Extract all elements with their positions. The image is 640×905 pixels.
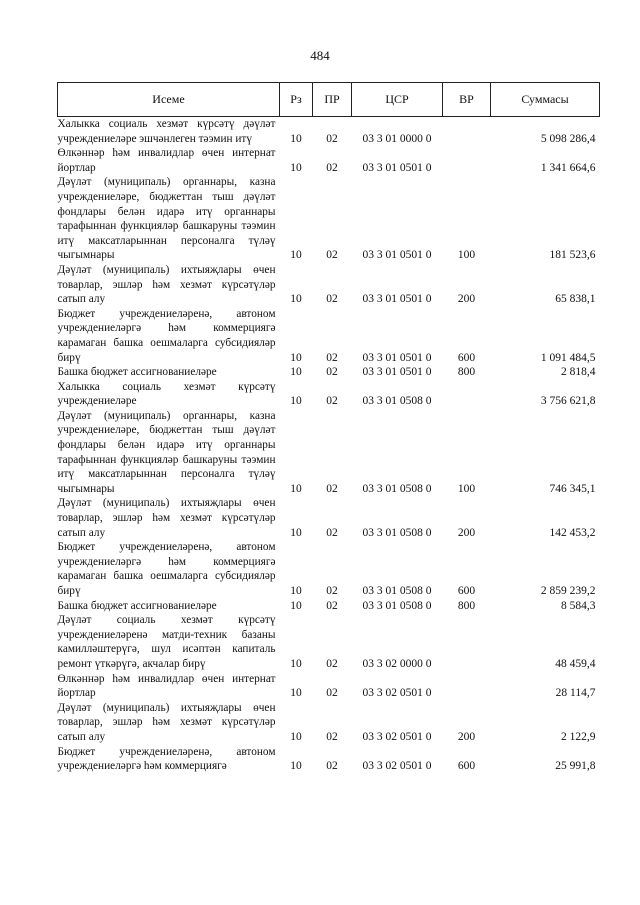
row-vr: 600 [457,585,476,597]
row-csr: 03 3 01 0501 0 [362,351,432,364]
row-vr: 800 [457,366,476,379]
row-name: Башка бюджет ассигнованиеләре [57,599,217,612]
row-rz: 10 [290,366,302,379]
row-csr: 03 3 01 0501 0 [362,366,432,379]
row-rz: 10 [290,293,302,306]
row-name: Бюджет учреждениеләренә, автоном учреждениеләргә һәм коммерциягә карамаган башка оешмаларга субсидияләр бирү [57,307,276,364]
table-header [58,83,600,117]
row-rz: 10 [290,687,302,700]
row-sum: 28 114,7 [555,687,596,700]
column-header-sum: Суммасы [491,83,600,117]
row-pr: 02 [326,526,338,539]
row-name: Дәүләт (муниципаль) органнары, казна учреждениеләре, бюджеттан тыш дәүләт фондлары белән идарә итү органнары тарафыннан функцияләр башкаруны тәэмин итү максатларыннан персоналга түләү чыгымнары [57,176,276,262]
row-rz: 10 [290,161,302,174]
table-body [58,117,600,774]
row-sum: 5 098 286,4 [540,132,596,145]
row-name: Дәүләт социаль хезмәт күрсәтү учреждениеләренә матди-техник базаны камилләштерүгә, шул исәптән капиталь ремонт үткәрүгә, акчалар бирү [57,614,276,670]
table-row [58,613,600,671]
row-rz: 10 [290,395,302,408]
row-vr [443,613,491,671]
row-vr [443,380,491,409]
row-sum: 8 584,3 [561,599,596,612]
table-row [58,701,600,745]
row-csr: 03 3 02 0501 0 [362,730,432,743]
row-rz: 10 [290,249,302,262]
row-csr: 03 3 01 0508 0 [362,585,432,597]
row-rz: 10 [290,526,302,539]
row-vr [443,146,491,175]
column-header-pr: ПР [313,83,352,117]
row-name: Халыкка социаль хезмәт күрсәтү дәүләт учреждениеләре эшчәнлеген тәэмин итү [57,118,276,145]
row-name: Дәүләт (муниципаль) органнары, казна учреждениеләре, бюджеттан тыш дәүләт фондлары белән идарә итү органнары тарафыннан функцияләр башкаруны тәэмин итү максатларыннан персоналга түләү чыгымнары [57,409,276,495]
row-rz: 10 [290,730,302,743]
budget-table [57,82,600,774]
row-csr: 03 3 01 0508 0 [362,599,432,612]
row-name: Дәүләт (муниципаль) ихтыяҗлары өчен товарлар, эшләр һәм хезмәт күрсәтүләр сатып алу [57,263,276,306]
row-name: Халыкка социаль хезмәт күрсәтү учреждениеләре [57,380,276,408]
page-number: 484 [310,48,330,63]
row-sum: 181 523,6 [549,249,596,262]
row-sum: 2 122,9 [561,730,596,743]
table-row [58,263,600,307]
row-vr: 800 [457,599,476,612]
table-row [58,365,600,380]
table-row [58,672,600,701]
table-row [58,307,600,365]
row-csr: 03 3 01 0508 0 [362,482,432,495]
row-rz: 10 [290,760,302,773]
row-pr: 02 [326,585,338,597]
row-sum: 2 818,4 [561,366,596,379]
row-name: Өлкәннәр һәм инвалидлар өчен интернат йортлар [57,147,276,174]
row-sum: 25 991,8 [555,760,596,773]
table-row [58,540,600,598]
row-vr: 100 [457,482,476,495]
row-vr: 200 [457,526,476,539]
table-row [58,146,600,175]
column-header-csr: ЦСР [352,83,443,117]
row-csr: 03 3 02 0501 0 [362,687,432,700]
row-rz: 10 [290,599,302,612]
row-pr: 02 [326,351,338,364]
row-vr: 200 [457,293,476,306]
row-csr: 03 3 01 0501 0 [362,293,432,306]
row-rz: 10 [290,132,302,145]
table-row [58,745,600,774]
table-row [58,409,600,497]
row-rz: 10 [290,351,302,364]
row-sum: 1 091 484,5 [540,351,596,364]
row-pr: 02 [326,657,338,670]
row-sum: 1 341 664,6 [540,161,596,174]
row-name: Дәүләт (муниципаль) ихтыяҗлары өчен товарлар, эшләр һәм хезмәт күрсәтүләр сатып алу [57,497,276,539]
row-rz: 10 [290,657,302,670]
table-row [58,117,600,147]
row-csr: 03 3 01 0508 0 [362,526,432,539]
row-csr: 03 3 01 0501 0 [362,161,432,174]
row-name: Бюджет учреждениеләренә, автоном учреждениеләргә һәм коммерциягә [57,745,276,773]
row-pr: 02 [326,599,338,612]
row-pr: 02 [326,730,338,743]
row-sum: 65 838,1 [555,293,596,306]
row-pr: 02 [326,366,338,379]
row-vr: 600 [457,760,476,773]
table-row [58,175,600,263]
row-sum: 2 859 239,2 [540,585,596,597]
column-header-vr: ВР [443,83,491,117]
column-header-rz: Рз [280,83,313,117]
table-row [58,599,600,614]
row-rz: 10 [290,585,302,597]
table-row [58,380,600,409]
row-vr [443,672,491,701]
row-csr: 03 3 02 0000 0 [362,657,432,670]
row-pr: 02 [326,395,338,408]
row-pr: 02 [326,161,338,174]
row-name: Бюджет учреждениеләренә, автоном учреждениеләргә һәм коммерциягә карамаган башка оешмаларга субсидияләр бирү [57,541,276,597]
row-csr: 03 3 02 0501 0 [362,760,432,773]
row-vr [443,117,491,147]
row-rz: 10 [290,482,302,495]
row-pr: 02 [326,132,338,145]
table-row [58,496,600,540]
row-sum: 142 453,2 [549,526,596,539]
row-pr: 02 [326,482,338,495]
row-pr: 02 [326,293,338,306]
row-csr: 03 3 01 0501 0 [362,249,432,262]
row-csr: 03 3 01 0000 0 [362,132,432,145]
row-vr: 200 [457,730,476,743]
row-name: Өлкәннәр һәм инвалидлар өчен интернат йортлар [57,672,276,700]
row-name: Дәүләт (муниципаль) ихтыяҗлары өчен товарлар, эшләр һәм хезмәт күрсәтүләр сатып алу [57,701,276,743]
row-name: Башка бюджет ассигнованиеләре [57,366,217,379]
row-sum: 48 459,4 [555,657,596,670]
row-vr: 100 [457,249,476,262]
row-csr: 03 3 01 0508 0 [362,395,432,408]
row-vr: 600 [457,351,476,364]
row-sum: 746 345,1 [549,482,596,495]
row-pr: 02 [326,760,338,773]
row-pr: 02 [326,687,338,700]
row-sum: 3 756 621,8 [540,395,596,408]
row-pr: 02 [326,249,338,262]
column-header-name: Исеме [58,83,280,117]
